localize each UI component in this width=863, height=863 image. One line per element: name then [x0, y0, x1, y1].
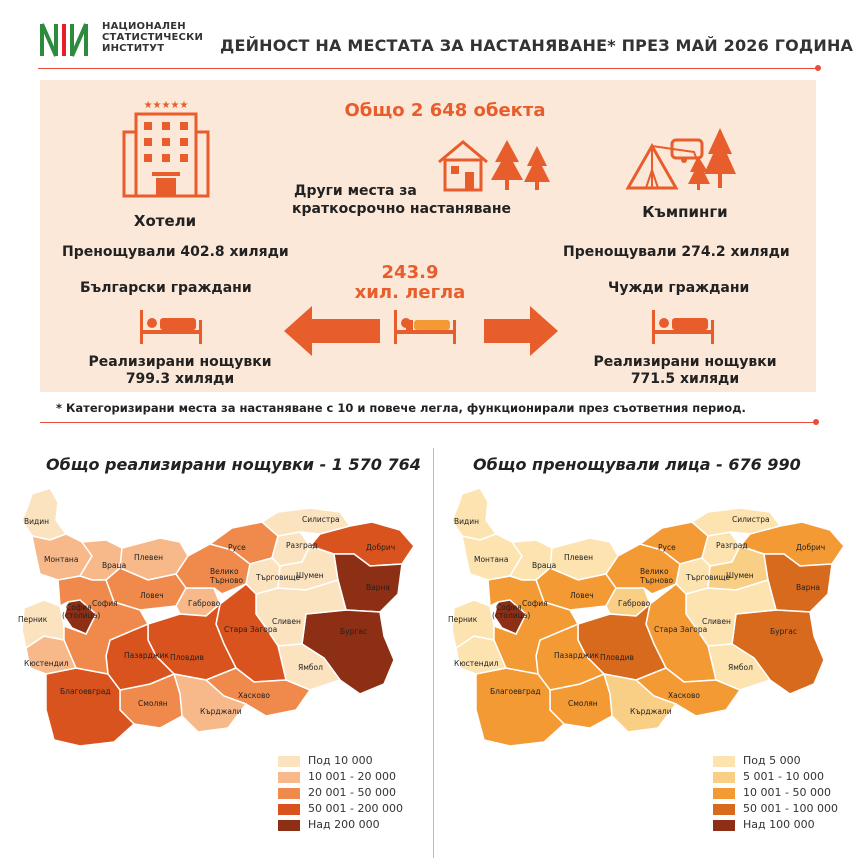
legend-swatch: [713, 820, 735, 831]
region-label-yambol: Ямбол: [298, 663, 323, 672]
legend-item: [278, 770, 396, 783]
region-label-pazardzhik: Пазарджик: [554, 651, 599, 660]
legend-label: 5 001 - 10 000: [743, 770, 824, 783]
legend-item: [713, 802, 838, 815]
region-label-kardzhali: Кърджали: [630, 707, 672, 716]
page-title: ДЕЙНОСТ НА МЕСТАТА ЗА НАСТАНЯВАНЕ* ПРЕЗ МАЙ 2026 ГОДИНА: [220, 36, 854, 55]
region-label-varna: Варна: [796, 583, 821, 592]
other-places-line-2: краткосрочно настаняване: [292, 201, 512, 217]
region-label-burgas: Бургас: [770, 627, 798, 636]
legend-item: [278, 802, 403, 815]
region-label-yambol: Ямбол: [728, 663, 753, 672]
region-label-vratsa: Враца: [532, 561, 557, 570]
region-vidin: [452, 488, 496, 540]
region-label-gabrovo: Габрово: [188, 599, 221, 608]
maps-divider: [433, 448, 434, 858]
region-label-pleven: Плевен: [134, 553, 163, 562]
region-label-pleven: Плевен: [564, 553, 593, 562]
region-label-vidin: Видин: [454, 517, 479, 526]
legend-item: [278, 786, 396, 799]
legend-swatch: [278, 772, 300, 783]
region-label-kardzhali: Кърджали: [200, 707, 242, 716]
region-label-burgas: Бургас: [340, 627, 368, 636]
region-label-sofia: София: [92, 599, 118, 608]
nights-label-right: Реализирани нощувки: [593, 354, 777, 370]
legend-label: Под 10 000: [308, 754, 373, 767]
region-label-kyustendil: Кюстендил: [24, 659, 69, 668]
region-label-dobrich: Добрич: [366, 543, 396, 552]
region-label-sofia_cap2: (столица): [62, 611, 101, 620]
camping-icon: [624, 126, 748, 198]
region-label-dobrich: Добрич: [796, 543, 826, 552]
overnight-right: Пренощували 274.2 хиляди: [563, 244, 790, 260]
legend-label: 50 001 - 100 000: [743, 802, 838, 815]
region-label-veliko2: Търново: [640, 576, 674, 585]
legend-swatch: [278, 756, 300, 767]
footnote: * Категоризирани места за настаняване с 10 и повече легла, функционирали през съответния период.: [56, 401, 746, 415]
legend-item: [713, 754, 801, 767]
region-label-veliko1: Велико: [640, 567, 669, 576]
legend-item: [713, 770, 824, 783]
map-left-title: Общо реализирани нощувки - 1 570 764: [46, 455, 421, 474]
bed-center-icon: [392, 306, 458, 346]
region-label-haskovo: Хасково: [238, 691, 270, 700]
region-label-razgrad: Разград: [716, 541, 748, 550]
region-label-plovdiv: Пловдив: [170, 653, 204, 662]
legend-swatch: [713, 772, 735, 783]
region-label-pernik: Перник: [448, 615, 478, 624]
region-label-montana: Монтана: [44, 555, 79, 564]
region-label-shumen: Шумен: [296, 571, 324, 580]
legend-label: 20 001 - 50 000: [308, 786, 396, 799]
legend-swatch: [713, 788, 735, 799]
region-label-pazardzhik: Пазарджик: [124, 651, 169, 660]
region-label-silistra: Силистра: [302, 515, 340, 524]
map-right: [440, 484, 860, 754]
region-vidin: [22, 488, 66, 540]
region-label-sliven: Сливен: [702, 617, 731, 626]
hotel-icon: [118, 96, 214, 202]
region-label-smolyan: Смолян: [568, 699, 598, 708]
header-rule: [38, 68, 818, 69]
region-label-lovech: Ловеч: [140, 591, 164, 600]
rule-dot: [815, 65, 821, 71]
footnote-rule-dot: [813, 419, 819, 425]
logo-line-2: СТАТИСТИЧЕСКИ: [102, 32, 204, 43]
legend-item: [713, 818, 815, 831]
region-label-stara_zagora: Стара Загора: [654, 625, 708, 634]
legend-swatch: [278, 820, 300, 831]
foreigners-label: Чужди граждани: [608, 280, 750, 296]
region-label-sofia: София: [522, 599, 548, 608]
legend-swatch: [713, 756, 735, 767]
region-label-varna: Варна: [366, 583, 391, 592]
region-label-targovishte: Търговище: [256, 573, 301, 582]
region-label-plovdiv: Пловдив: [600, 653, 634, 662]
arrow-left-icon: [284, 306, 380, 356]
legend-label: Над 100 000: [743, 818, 815, 831]
region-label-kyustendil: Кюстендил: [454, 659, 499, 668]
bed-right-icon: [650, 306, 716, 346]
region-label-targovishte: Търговище: [686, 573, 731, 582]
legend-item: [278, 754, 373, 767]
region-label-veliko1: Велико: [210, 567, 239, 576]
region-label-blagoevgrad: Благоевград: [60, 687, 111, 696]
arrow-right-icon: [484, 306, 558, 356]
region-label-razgrad: Разград: [286, 541, 318, 550]
region-label-sliven: Сливен: [272, 617, 301, 626]
campings-label: Къмпинги: [642, 203, 728, 221]
region-label-sofia_cap1: София: [66, 603, 92, 612]
hotels-label: Хотели: [133, 212, 197, 230]
region-label-stara_zagora: Стара Загора: [224, 625, 278, 634]
region-label-blagoevgrad: Благоевград: [490, 687, 541, 696]
legend-item: [713, 786, 831, 799]
region-label-ruse: Русе: [228, 543, 246, 552]
region-label-lovech: Ловеч: [570, 591, 594, 600]
legend-item: [278, 818, 380, 831]
region-label-shumen: Шумен: [726, 571, 754, 580]
region-label-vidin: Видин: [24, 517, 49, 526]
legend-label: 10 001 - 20 000: [308, 770, 396, 783]
region-label-ruse: Русе: [658, 543, 676, 552]
region-label-sofia_cap1: София: [496, 603, 522, 612]
logo: [38, 18, 98, 62]
nsi-logo-icon: [38, 18, 98, 62]
legend-swatch: [713, 804, 735, 815]
nights-label-left: Реализирани нощувки: [88, 354, 272, 370]
beds-unit: хил. легла: [354, 282, 466, 303]
legend-label: Под 5 000: [743, 754, 801, 767]
svg-text:★★★★★: ★★★★★: [143, 100, 189, 111]
logo-line-3: ИНСТИТУТ: [102, 43, 165, 54]
total-objects: Общо 2 648 обекта: [344, 100, 546, 121]
region-label-haskovo: Хасково: [668, 691, 700, 700]
legend-label: 10 001 - 50 000: [743, 786, 831, 799]
region-label-pernik: Перник: [18, 615, 48, 624]
beds-value: 243.9: [381, 262, 439, 283]
map-left: [10, 484, 430, 754]
region-label-smolyan: Смолян: [138, 699, 168, 708]
region-label-veliko2: Търново: [210, 576, 244, 585]
region-label-silistra: Силистра: [732, 515, 770, 524]
region-label-vratsa: Враца: [102, 561, 127, 570]
legend-swatch: [278, 804, 300, 815]
overnight-left: Пренощували 402.8 хиляди: [62, 244, 289, 260]
nights-value-right: 771.5 хиляди: [630, 371, 740, 387]
legend-swatch: [278, 788, 300, 799]
map-right-title: Общо пренощували лица - 676 990: [473, 455, 801, 474]
logo-line-1: НАЦИОНАЛЕН: [102, 21, 186, 32]
legend-label: Над 200 000: [308, 818, 380, 831]
nights-value-left: 799.3 хиляди: [125, 371, 235, 387]
bed-left-icon: [138, 306, 204, 346]
bulgarians-label: Български граждани: [80, 280, 252, 296]
logo-text: [102, 21, 203, 54]
region-label-montana: Монтана: [474, 555, 509, 564]
legend-label: 50 001 - 200 000: [308, 802, 403, 815]
region-label-gabrovo: Габрово: [618, 599, 651, 608]
region-label-sofia_cap2: (столица): [492, 611, 531, 620]
other-places-line-1: Други места за: [294, 183, 417, 199]
footnote-rule: [40, 422, 816, 423]
other-places-label: [292, 182, 552, 218]
